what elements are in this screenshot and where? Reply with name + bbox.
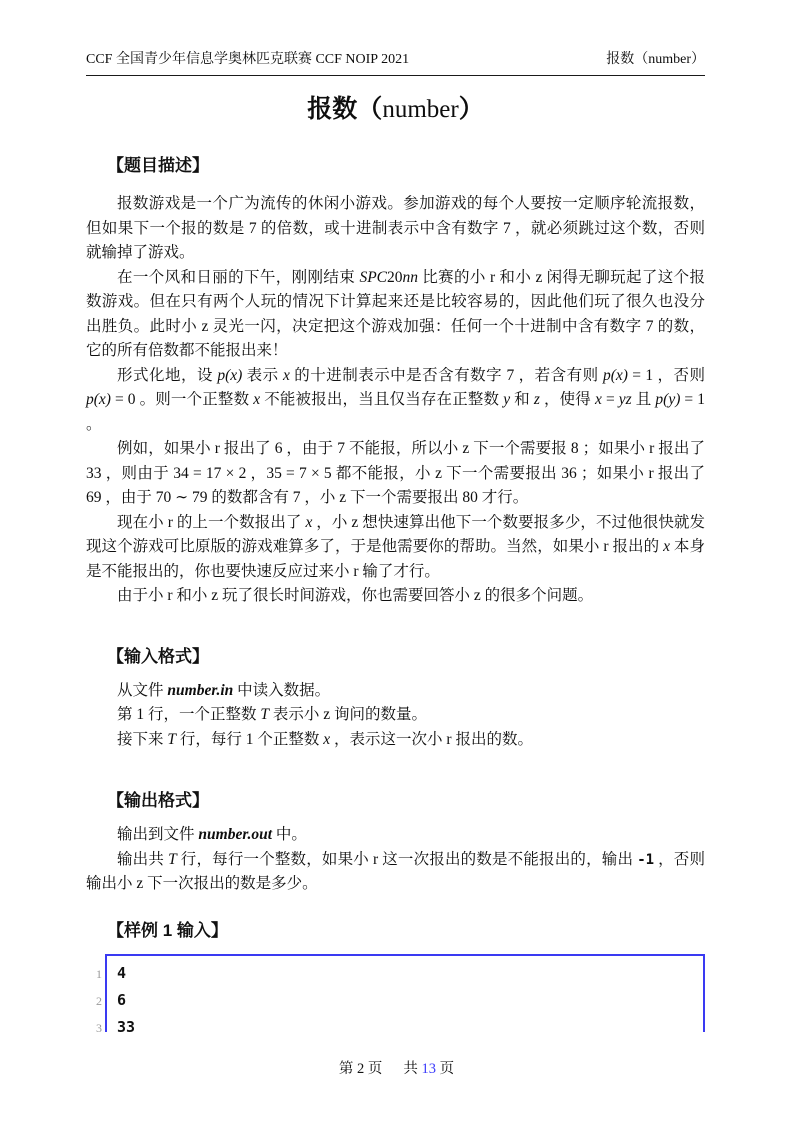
text-run: p(y) (655, 391, 681, 408)
text-run: = 1 ，否则 (627, 366, 705, 384)
text-run: 接下来 (117, 730, 168, 748)
header-left-text: CCF 全国青少年信息学奥林匹克联赛 CCF NOIP 2021 (86, 52, 410, 67)
text-run: x (305, 513, 313, 531)
document-title (86, 92, 705, 127)
text-run: x (282, 366, 290, 384)
text-run: 由于小 r 和小 z 玩了很长时间游戏，你也需要回答小 z 的很多个问题。 (117, 587, 594, 604)
text-run: 比赛的小 r 和小 z 闲得无聊玩起了这个报数游戏。但在只有两个人玩的情况下计算起来还是比较容易的，因此他们玩了很久也没分出胜负。此时小 z 灵光一闪，决定把这个游戏加强：任何一个十进制中含有数字 7 的数，它的所有倍数都不能报出来！ (86, 268, 705, 359)
text-run: ） (458, 95, 484, 123)
text-run: y (503, 391, 511, 408)
code-line-row (96, 960, 693, 987)
text-run: T (260, 706, 270, 723)
text-run: 表示 (242, 366, 283, 384)
text-run: = 1 。 (86, 391, 705, 433)
section-heading-sample1-input: 【样例 1 输入】 (107, 920, 228, 940)
text-run: nn (402, 268, 418, 286)
sample-input-block (96, 954, 705, 1036)
paragraph (86, 192, 705, 266)
paragraph (86, 728, 705, 753)
paragraph (86, 266, 705, 364)
text-run: 20 (387, 268, 403, 286)
code-line-row (96, 987, 693, 1014)
section-heading-input-format: 【输入格式】 (107, 646, 209, 666)
text-run: -1 (637, 851, 655, 868)
text-run: 输出共 (117, 850, 169, 868)
text-run: 中。 (272, 826, 307, 843)
text-run: 报数游戏是一个广为流传的休闲小游戏。参加游戏的每个人要按一定顺序轮流报数，但如果下一个报的数是 7 的倍数，或十进制表示中含有数字 7 ，就必须跳过这个数，否则就输掉了游戏。 (86, 195, 705, 261)
current-page-text: 第 2 页 (338, 1061, 383, 1077)
line-number: 2 (96, 993, 102, 1008)
text-run: yz (618, 391, 632, 408)
line-number: 1 (96, 966, 102, 981)
total-prefix-text: 共 (403, 1061, 422, 1077)
text-run: 现在小 r 的上一个数报出了 (117, 513, 306, 531)
text-run: x (663, 538, 670, 555)
text-run: ，小 z 想快速算出他下一个数要报多少，不过他很快就发现这个游戏可比原版的游戏难算多了，于是他需要你的帮助。当然，如果小 r 报出的 (86, 513, 705, 555)
paragraph (86, 437, 705, 511)
paragraph (86, 584, 705, 609)
text-run: 的十进制表示中是否含有数字 7 ，若含有则 (289, 366, 603, 384)
paragraph (86, 848, 705, 897)
paragraph (86, 511, 705, 585)
text-run: 报数（ (307, 95, 383, 123)
page-footer (0, 1058, 793, 1080)
content-column (86, 0, 705, 1036)
total-suffix-text: 页 (436, 1061, 455, 1077)
header-right-text: 报数（number） (606, 52, 705, 67)
text-run: p(x) (602, 366, 628, 384)
code-line-text: 33 (117, 1017, 136, 1036)
code-line-row (96, 1014, 693, 1041)
text-run: ，使得 (539, 391, 596, 408)
text-run: T (167, 730, 177, 748)
text-run: = (601, 391, 619, 408)
text-run: 输出到文件 (117, 826, 199, 843)
text-run: x (595, 391, 602, 408)
text-run: SPC (359, 268, 387, 286)
paragraph (86, 679, 705, 704)
text-run: 行，每行 1 个正整数 (176, 730, 324, 748)
section-heading-output-format: 【输出格式】 (107, 791, 209, 810)
description-paragraphs (86, 192, 705, 609)
output-format-paragraphs (86, 823, 705, 897)
text-run: = 0 。则一个正整数 (110, 391, 254, 408)
text-run: x (323, 730, 331, 748)
section-heading-description: 【题目描述】 (107, 156, 209, 175)
text-run: 形式化地，设 (117, 366, 218, 384)
total-pages-link[interactable]: 13 (421, 1061, 436, 1077)
text-run: 本身是不能报出的，你也要快速反应过来小 r 输了才行。 (86, 538, 705, 580)
code-line-text: 6 (117, 990, 127, 1009)
text-run: number (382, 96, 459, 123)
text-run: 从文件 (117, 681, 168, 699)
text-run: x (253, 391, 261, 408)
paragraph (86, 823, 705, 848)
text-run: z (533, 391, 540, 408)
text-run: ，否则输出小 z 下一次报出的数是多少。 (86, 850, 705, 892)
text-run: 中读入数据。 (233, 681, 331, 699)
line-number: 3 (96, 1020, 102, 1035)
text-run: number.in (167, 681, 234, 699)
input-format-paragraphs (86, 679, 705, 753)
code-line-text: 4 (117, 963, 127, 982)
page-header (86, 51, 705, 76)
text-run: 在一个风和日丽的下午，刚刚结束 (117, 268, 360, 286)
text-run: 例如，如果小 r 报出了 6 ，由于 7 不能报，所以小 z 下一个需要报 8 ；如果小 r 报出了 33 ，则由于 34 = 17 × 2 ，35 = 7 × 5 都不能报，小 z 下一个需要报出 36 ；如果小 r 报出了 69 ，由于 70 ∼ 79 的数都含有 7 ，小 z 下一个需要报出 80 才行。 (86, 440, 705, 506)
text-run: 第 1 行，一个正整数 (117, 706, 261, 723)
paragraph (86, 364, 705, 438)
text-run: 且 (631, 391, 656, 408)
total-pages-text (403, 1061, 454, 1077)
text-run: number.out (198, 826, 273, 843)
paragraph (86, 703, 705, 728)
text-run: 行，每行一个整数，如果小 r 这一次报出的数是不能报出的，输出 (176, 850, 638, 868)
text-run: p(x) (86, 391, 111, 408)
text-run: 和 (510, 391, 534, 408)
text-run: 表示小 z 询问的数量。 (269, 706, 428, 723)
text-run: ，表示这一次小 r 报出的数。 (330, 730, 533, 748)
text-run: p(x) (217, 366, 243, 384)
text-run: 不能被报出，当且仅当存在正整数 (260, 391, 504, 408)
text-run: T (168, 850, 177, 868)
